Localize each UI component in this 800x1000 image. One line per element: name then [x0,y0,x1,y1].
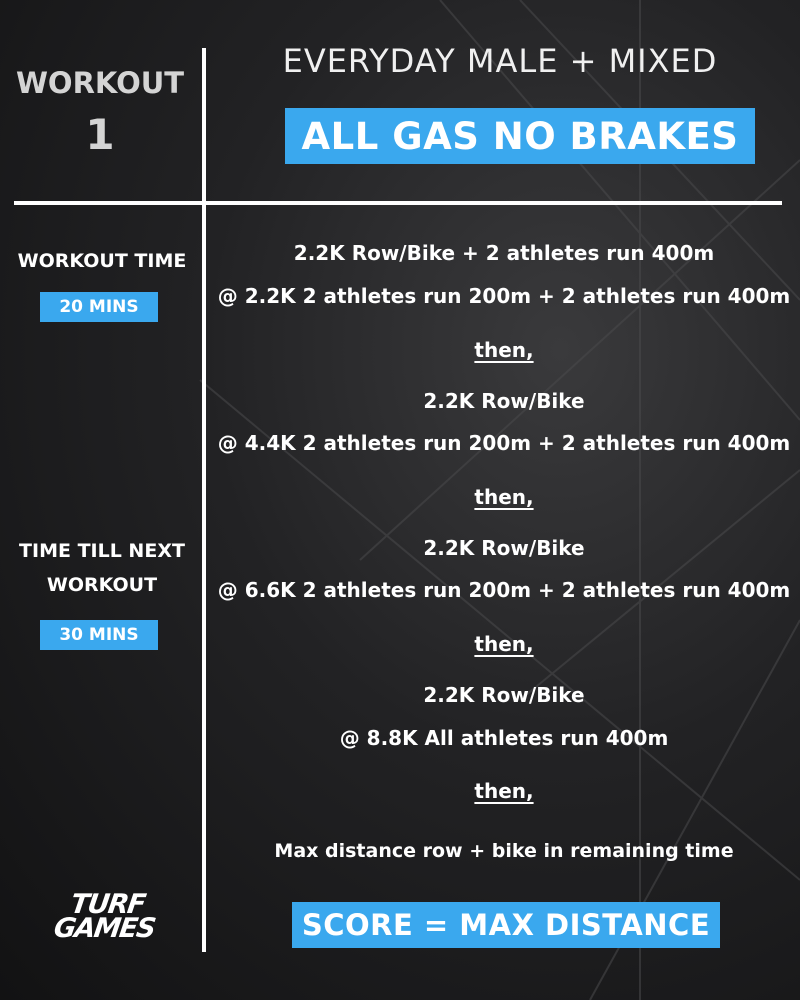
logo-line2: GAMES [51,913,157,944]
program-final-line: Max distance row + bike in remaining time [274,840,734,862]
workout-time-label: WORKOUT TIME [17,250,187,272]
next-workout-label-line2: WORKOUT [46,574,158,596]
vertical-divider [202,48,206,952]
then-divider: then, [474,338,534,362]
program-line: 2.2K Row/Bike [423,536,585,560]
program-line: @ 4.4K 2 athletes run 200m + 2 athletes run 400m [217,431,791,455]
program-line: 2.2K Row/Bike [423,683,585,707]
next-workout-badge: 30 MINS [40,620,158,650]
program-line: @ 2.2K 2 athletes run 200m + 2 athletes run 400m [217,284,791,308]
then-divider: then, [474,485,534,509]
logo-line1: TURF [68,889,147,920]
horizontal-divider [14,201,782,205]
program-line: @ 6.6K 2 athletes run 200m + 2 athletes run 400m [217,578,791,602]
program-line: @ 8.8K All athletes run 400m [339,726,669,750]
turf-games-logo [36,889,174,953]
then-divider: then, [474,632,534,656]
workout-time-badge: 20 MINS [40,292,158,322]
program-line: 2.2K Row/Bike + 2 athletes run 400m [293,241,715,265]
workout-label: WORKOUT [15,66,185,100]
then-divider: then, [474,779,534,803]
score-banner: SCORE = MAX DISTANCE [292,902,720,948]
next-workout-label-line1: TIME TILL NEXT [19,540,185,562]
program-line: 2.2K Row/Bike [423,389,585,413]
workout-number: 1 [85,110,115,159]
event-subtitle: EVERYDAY MALE + MIXED [282,42,718,80]
event-name-banner: ALL GAS NO BRAKES [285,108,755,164]
